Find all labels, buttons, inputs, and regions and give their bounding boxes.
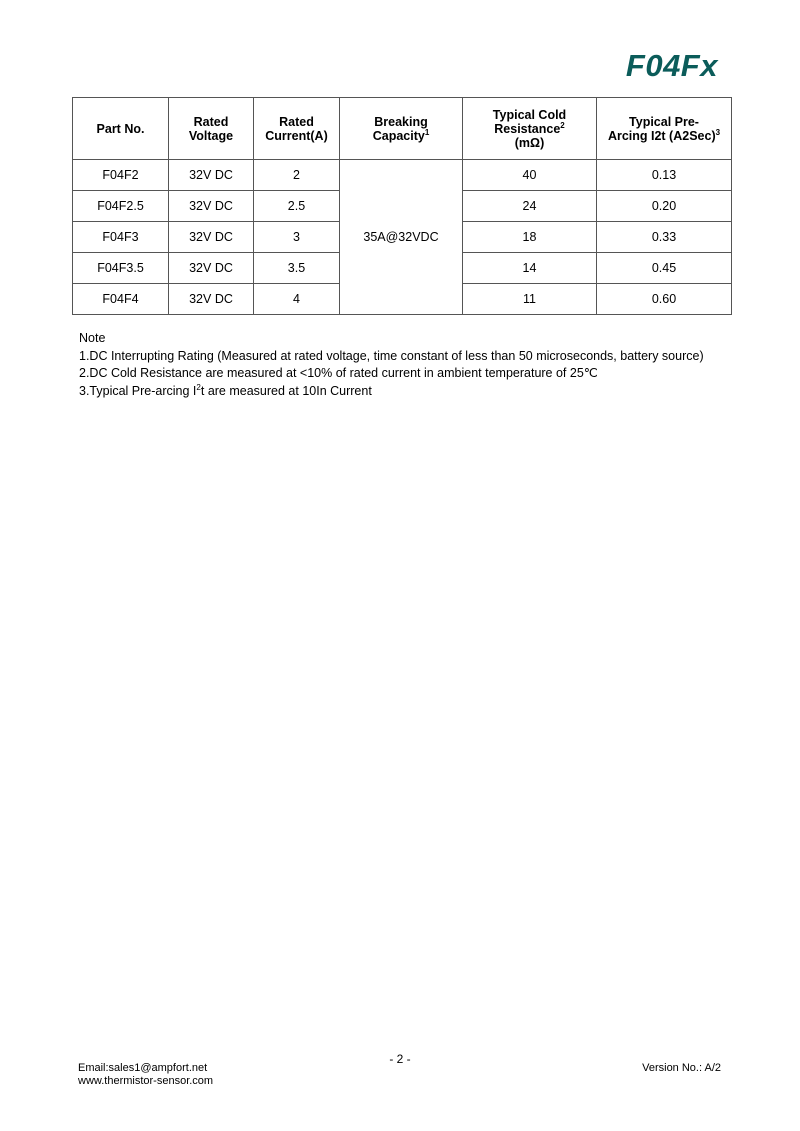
- footer-email: Email:sales1@ampfort.net: [78, 1062, 208, 1074]
- note-3: 3.Typical Pre-arcing $I^2t$ are measured at 10In Current: [79, 382, 372, 398]
- part-number-cell: F04F2.5: [73, 191, 169, 222]
- header-part-no: Part No.: [73, 98, 169, 160]
- i2t-cell: 0.13: [597, 160, 732, 191]
- breaking-capacity-cell: 35A@32VDC: [340, 160, 463, 315]
- i2t-cell: 0.45: [597, 253, 732, 284]
- part-number-cell: F04F4: [73, 284, 169, 315]
- header-cold-resistance: Typical Cold Resistance$^2$ (mΩ): [463, 98, 597, 160]
- notes-heading: Note: [79, 331, 106, 345]
- i2t-cell: 0.60: [597, 284, 732, 315]
- table-row: [73, 160, 732, 191]
- footer-contact: [78, 1062, 213, 1088]
- footer-website: www.thermistor-sensor.com: [78, 1075, 214, 1087]
- voltage-cell: 32V DC: [169, 191, 254, 222]
- resistance-cell: 14: [463, 253, 597, 284]
- header-pre-arcing: Typical Pre- Arcing I2t $(A2Sec)^3$: [597, 98, 732, 160]
- document-title: F04Fx: [625, 48, 718, 83]
- part-number-cell: F04F3: [73, 222, 169, 253]
- current-cell: 3: [254, 222, 340, 253]
- note-2: 2.DC Cold Resistance are measured at <10% of rated current in ambient temperature of 25℃: [79, 366, 598, 380]
- resistance-cell: 18: [463, 222, 597, 253]
- part-number-cell: F04F3.5: [73, 253, 169, 284]
- note-1: 1.DC Interrupting Rating (Measured at rated voltage, time constant of less than 50 microseconds, battery source): [79, 348, 704, 363]
- i2t-cell: 0.33: [597, 222, 732, 253]
- resistance-cell: 11: [463, 284, 597, 315]
- resistance-cell: 24: [463, 191, 597, 222]
- i2t-cell: 0.20: [597, 191, 732, 222]
- voltage-cell: 32V DC: [169, 222, 254, 253]
- current-cell: 2: [254, 160, 340, 191]
- resistance-cell: 40: [463, 160, 597, 191]
- current-cell: 3.5: [254, 253, 340, 284]
- voltage-cell: 32V DC: [169, 253, 254, 284]
- current-cell: 2.5: [254, 191, 340, 222]
- footer-version: Version No.: A/2: [642, 1062, 721, 1074]
- part-number-cell: F04F2: [73, 160, 169, 191]
- notes-section: [79, 330, 704, 400]
- page-number: - 2 -: [389, 1052, 411, 1066]
- table-header-row: [73, 98, 732, 160]
- current-cell: 4: [254, 284, 340, 315]
- header-rated-current: Rated Current(A): [254, 98, 340, 160]
- voltage-cell: 32V DC: [169, 284, 254, 315]
- header-breaking-capacity: Breaking Capacity$^1$: [340, 98, 463, 160]
- specifications-table: [72, 97, 732, 315]
- header-rated-voltage: Rated Voltage: [169, 98, 254, 160]
- voltage-cell: 32V DC: [169, 160, 254, 191]
